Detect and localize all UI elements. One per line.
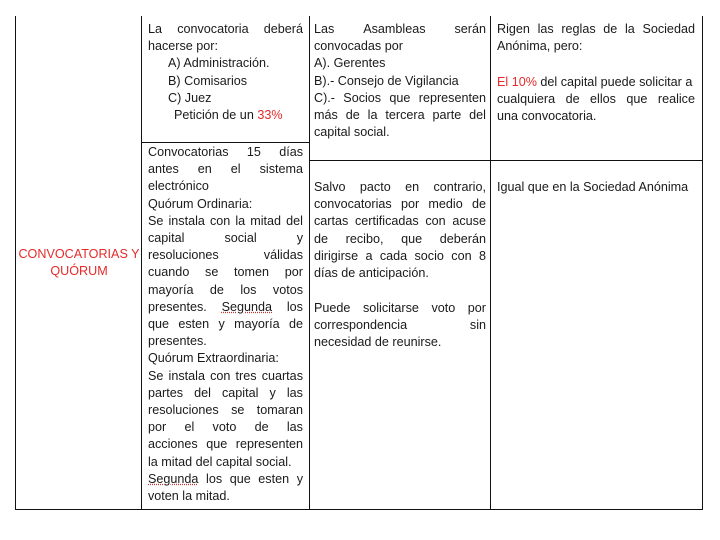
- col2-b3-l1: Puede solicitarse voto por: [314, 301, 486, 315]
- col2-b1-l7: capital social.: [314, 125, 390, 140]
- col1-b2-l2: antes en el sistema: [148, 162, 303, 177]
- col3-ten-percent: El 10%: [497, 75, 537, 89]
- col3-b2-l1: El 10% del capital puede solicitar a: [497, 75, 693, 89]
- col2-b1-l5: C).- Socios que representen: [314, 90, 486, 105]
- column-divider-1: [141, 16, 142, 510]
- col1-b2-l1: Convocatorias 15 días: [148, 145, 303, 159]
- col1-b2-l20: Segunda los que esten y: [148, 471, 303, 486]
- col1-b2-l15: partes del capital y las: [148, 385, 303, 400]
- col3-block1: [497, 21, 695, 55]
- table-border-bottom: [15, 509, 703, 510]
- cell-divider-col1: [141, 142, 309, 143]
- col3-block3: [497, 179, 695, 196]
- cell-divider-col3: [490, 160, 702, 161]
- col2-block1: [314, 21, 486, 141]
- col1-peticion: Petición de un 33%: [174, 108, 283, 123]
- col2-b2-l2: convocatorias por medio de: [314, 197, 486, 212]
- column-divider-3: [490, 16, 491, 510]
- col1-block1: [148, 21, 303, 124]
- col2-b1-l4: B).- Consejo de Vigilancia: [314, 73, 459, 88]
- col2-b3-l2: correspondencia sin: [314, 318, 486, 333]
- col1-item-c: C) Juez: [168, 90, 212, 105]
- col2-b1-l2: convocadas por: [314, 39, 403, 54]
- col1-b2-l7: resoluciones válidas: [148, 248, 303, 263]
- col3-b1-l2: Anónima, pero:: [497, 39, 583, 54]
- col2-b3-l3: necesidad de reunirse.: [314, 335, 442, 350]
- col1-b2-l18: acciones que representen: [148, 437, 303, 452]
- col2-b2-l1: Salvo pacto en contrario,: [314, 180, 486, 194]
- col2-block3: [314, 300, 486, 352]
- col1-item-a: A) Administración.: [168, 56, 270, 71]
- col1-b2-l6: capital social y: [148, 231, 303, 246]
- cell-divider-col2: [309, 160, 490, 161]
- table-border-right: [702, 16, 703, 510]
- col1-b2-l9: mayoría de los votos: [148, 282, 303, 297]
- col1-b1-line2: hacerse por:: [148, 39, 219, 54]
- col2-b2-l4: de recibo, que deberán: [314, 231, 486, 246]
- col1-b2-l12: presentes.: [148, 334, 207, 349]
- col3-b1-l1: Rigen las reglas de la Sociedad: [497, 22, 695, 36]
- col2-b1-l3: A). Gerentes: [314, 56, 386, 71]
- row-label: [18, 246, 140, 280]
- col2-b2-l3: cartas certificadas con acuse: [314, 214, 486, 229]
- col1-b2-l5: Se instala con la mitad del: [148, 213, 303, 228]
- col1-b2-l21: voten la mitad.: [148, 489, 230, 504]
- col3-b2-l3: una convocatoria.: [497, 109, 597, 124]
- col2-b1-l1: Las Asambleas serán: [314, 22, 486, 36]
- col1-b2-l3: electrónico: [148, 179, 209, 194]
- col2-block2: [314, 179, 486, 282]
- row-label-line-1: CONVOCATORIAS Y: [18, 247, 140, 261]
- col1-item-b: B) Comisarios: [168, 73, 248, 88]
- col2-b2-l6: días de anticipación.: [314, 266, 429, 281]
- col3-b3-l1: Igual que en la Sociedad Anónima: [497, 180, 689, 194]
- col3-b2-l2: cualquiera de ellos que realice: [497, 92, 695, 107]
- col1-b2-l17: por el voto de las: [148, 420, 303, 435]
- column-divider-2: [309, 16, 310, 510]
- col1-peticion-pct: 33%: [257, 108, 283, 123]
- col1-b2-l14: Se instala con tres cuartas: [148, 368, 303, 383]
- col1-b2-l4: Quórum Ordinaria:: [148, 196, 253, 211]
- col1-block2: [148, 144, 303, 505]
- col1-b2-l16: resoluciones se tomaran: [148, 403, 303, 418]
- row-label-line-2: QUÓRUM: [50, 264, 108, 279]
- col3-block2: [497, 74, 695, 126]
- col1-b2-l10: presentes. Segunda los: [148, 299, 303, 314]
- col2-b2-l5: dirigirse a cada socio con 8: [314, 248, 486, 263]
- table-border-left: [15, 16, 16, 510]
- col1-b2-l8: cuando se tomen por: [148, 265, 303, 280]
- col1-b2-l19: la mitad del capital social.: [148, 454, 292, 469]
- col1-b2-l13: Quórum Extraordinaria:: [148, 351, 279, 366]
- col1-b1-line1: La convocatoria deberá: [148, 22, 303, 36]
- col1-b2-l11: que esten y mayoría de: [148, 317, 303, 332]
- col2-b1-l6: más de la tercera parte del: [314, 108, 486, 123]
